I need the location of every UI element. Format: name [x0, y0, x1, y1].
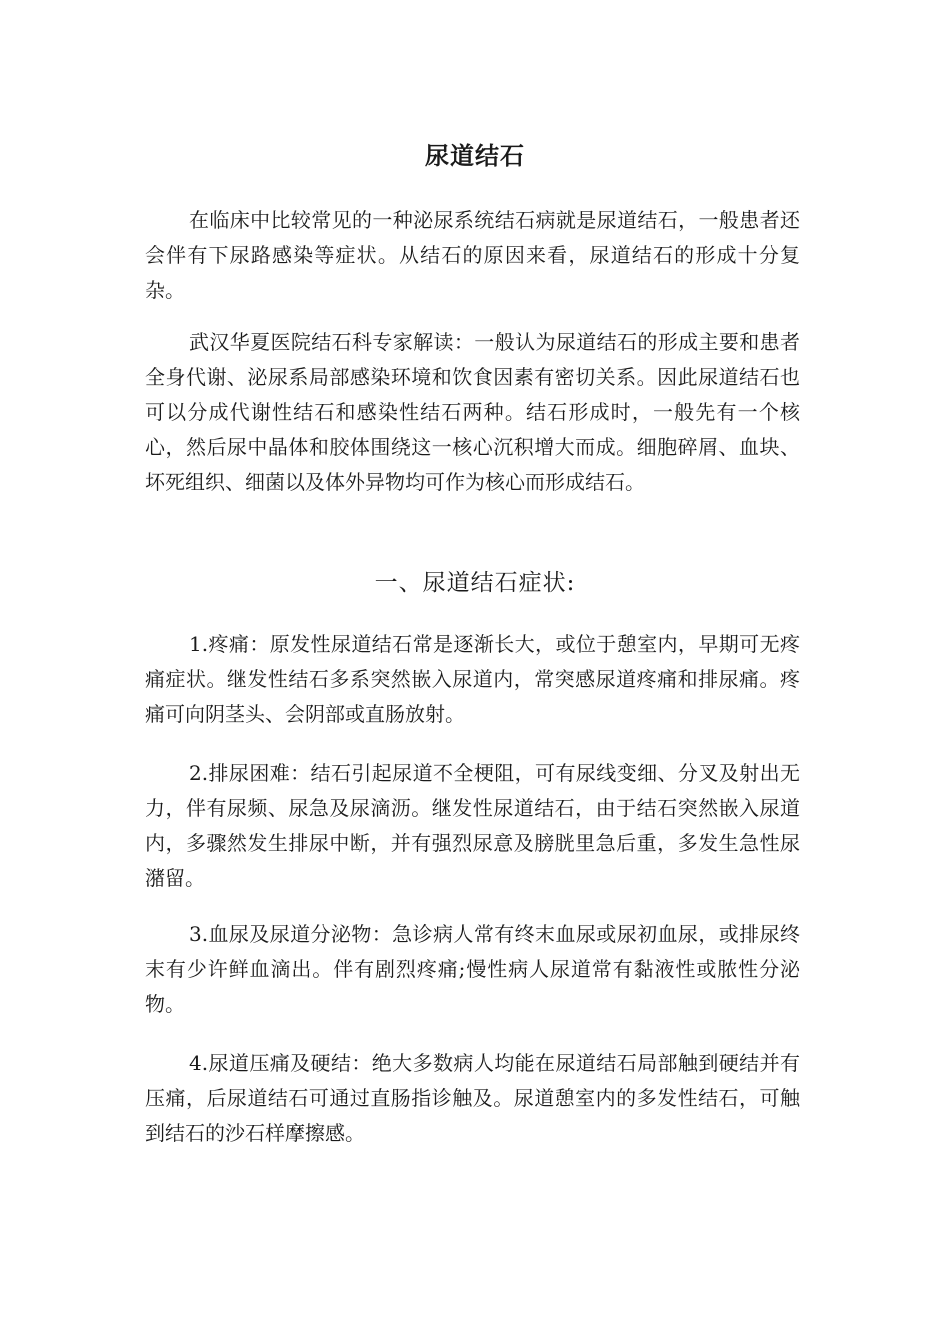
- symptom-paragraph-urination-difficulty: 2.排尿困难：结石引起尿道不全梗阻，可有尿线变细、分叉及射出无力，伴有尿频、尿急及尿滴沥。继发性尿道结石，由于结石突然嵌入尿道内，多骤然发生排尿中断，并有强烈尿意及膀胱里急后重，多发生急性尿潴留。: [145, 761, 800, 890]
- document-title: 尿道结石: [425, 142, 525, 170]
- section-heading: 一、尿道结石症状:: [374, 570, 576, 596]
- symptom-paragraph-hematuria: 3.血尿及尿道分泌物：急诊病人常有终末血尿或尿初血尿，或排尿终末有少许鲜血滴出。伴有剧烈疼痛;慢性病人尿道常有黏液性或脓性分泌物。: [145, 922, 800, 1016]
- symptom-paragraph-pain: 1.疼痛：原发性尿道结石常是逐渐长大，或位于憩室内，早期可无疼痛症状。继发性结石多系突然嵌入尿道内，常突感尿道疼痛和排尿痛。疼痛可向阴茎头、会阴部或直肠放射。: [145, 632, 800, 726]
- intro-paragraph: 在临床中比较常见的一种泌尿系统结石病就是尿道结石，一般患者还会伴有下尿路感染等症状。从结石的原因来看，尿道结石的形成十分复杂。: [145, 208, 800, 302]
- symptom-paragraph-tenderness: 4.尿道压痛及硬结：绝大多数病人均能在尿道结石局部触到硬结并有压痛，后尿道结石可通过直肠指诊触及。尿道憩室内的多发性结石，可触到结石的沙石样摩擦感。: [145, 1051, 800, 1145]
- expert-paragraph: 武汉华夏医院结石科专家解读：一般认为尿道结石的形成主要和患者全身代谢、泌尿系局部感染环境和饮食因素有密切关系。因此尿道结石也可以分成代谢性结石和感染性结石两种。结石形成时，一般先有一个核心，然后尿中晶体和胶体围绕这一核心沉积增大而成。细胞碎屑、血块、坏死组织、细菌以及体外异物均可作为核心而形成结石。: [145, 330, 800, 494]
